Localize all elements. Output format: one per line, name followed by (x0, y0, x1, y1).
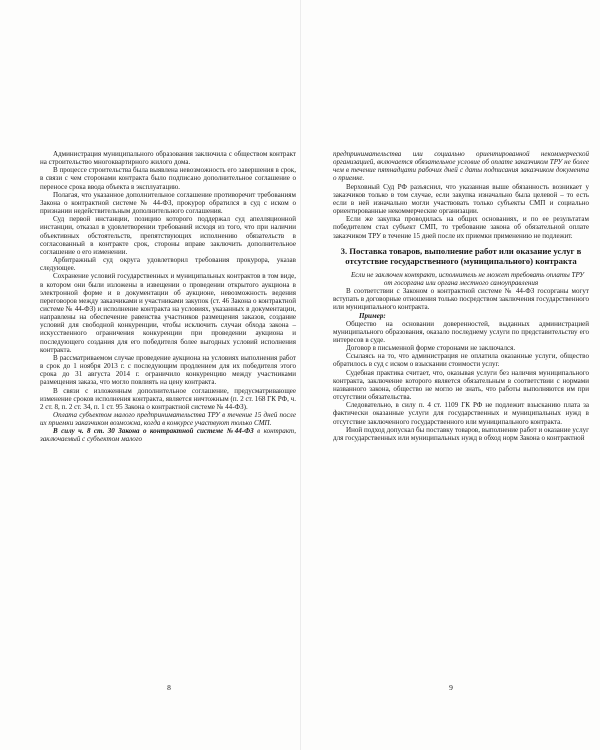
right-paragraph-3: Если же закупка проводилась на общих основаниях, и по ее результатам победителем стал субъект СМП, то требование закона об обязательной оплате заказчиком ТРУ в течение 15 дней после их приемки применению не подлежит. (333, 215, 589, 240)
right-paragraph-9: Следовательно, в силу п. 4 ст. 1109 ГК РФ не подлежит взысканию плата за фактически оказанные услуги для государственных и муниципальных нужд в отсутствие заключенного государственного или муниципального контракта. (333, 401, 589, 426)
section-epigraph: Если не заключен контракт, исполнитель не может требовать оплаты ТРУ от госоргана или органа местного самоуправления (350, 270, 585, 287)
right-paragraph-1: предпринимательства или социально ориентированной некоммерческой организацией, включается обязательное условие об оплате заказчиком ТРУ не более чем в течение пятнадцати рабочих дней с даты подписания заказчиком документа о приемке. (333, 150, 589, 183)
left-paragraph-1: Администрация муниципального образования заключила с обществом контракт на строительство многоквартирного жилого дома. (40, 150, 296, 167)
left-paragraph-8: В связи с изложенным дополнительное соглашение, предусматривающее изменение сроков исполнения контракта, является ничтожным (п. 2 ст. 168 ГК РФ, ч. 2 ст. 8, п. 2 ст. 34, п. 1 ст. 95 Закона о контрактной системе № 44-ФЗ). (40, 386, 296, 411)
right-paragraph-7: Ссылаясь на то, что администрация не оплатила оказанные услуги, общество обратилось в суд с иском о взыскании стоимости услуг. (333, 352, 589, 369)
page-number-right: 9 (449, 683, 453, 692)
left-paragraph-7: В рассматриваемом случае проведение аукциона на условиях выполнения работ в срок до 1 ноября 2013 г. с последующим продлением для их победителя этого срока до 31 августа 2014 г. ограничило конкуренцию между участниками размещения заказа, что могло повлиять на цену контракта. (40, 353, 296, 387)
example-label: Пример: (359, 311, 386, 320)
left-paragraph-6: Сохранение условий государственных и муниципальных контрактов в том виде, в котором они были изложены в извещении о проведении открытого аукциона в электронной форме и в документации об аукционе, невозможность ведения переговоров между заказчиками и участниками закупок (ст. 46 Закона о контрактной системе № 44-ФЗ) и исполнение контракта на условиях, указанных в документации, направлены на обеспечение равенства участников размещения заказов, создание условий для свободной конкуренции, чтобы исключить случаи обхода закона – искусственного ограничения конкуренции при проведении аукциона и последующего создания для его победителя более выгодных условий исполнения контракта. (40, 272, 296, 354)
right-page (333, 150, 589, 442)
right-paragraph-4: В соответствии с Законом о контрактной системе № 44-ФЗ госорганы могут вступать в договорные отношения только посредством заключения государственного или муниципального контракта. (333, 287, 589, 312)
left-paragraph-5: Арбитражный суд округа удовлетворил требования прокурора, указав следующее. (40, 256, 296, 273)
book-gutter (300, 0, 301, 750)
right-paragraph-6: Договор в письменной форме сторонами не заключался. (346, 344, 516, 353)
left-paragraph-last (40, 427, 296, 443)
left-bold-lead: В силу ч. 8 ст. 30 Закона о контрактной системе №44-ФЗ (53, 427, 254, 436)
left-paragraph-tail: в контракт, заключаемый с субъектом малого (40, 427, 296, 444)
right-paragraph-5: Общество на основании доверенностей, выданных администрацией муниципального образования, оказало последнему услуги по представительству его интересов в суде. (333, 319, 589, 344)
section-heading: 3. Поставка товаров, выполнение работ или оказание услуг в отсутствие государственного (муниципального) контракта (340, 245, 582, 266)
left-page (40, 150, 296, 444)
left-paragraph-3: Полагая, что указанное дополнительное соглашение противоречит требованиям Закона о контрактной системе № 44-ФЗ, прокурор обратился в суд с иском о признании недействительным дополнительного соглашения. (40, 190, 296, 216)
left-italic-paragraph: Оплата субъектом малого предпринимательства ТРУ в течение 15 дней после их приемки заказчиком возможна, когда в конкурсе участвуют только СМП. (40, 411, 296, 428)
left-paragraph-2: В процессе строительства была выявлена невозможность его завершения в срок, в связи с чем сторонами контракта было подписано дополнительное соглашение о переносе срока ввода объекта в эксплуатацию. (40, 166, 296, 191)
right-paragraph-8: Судебная практика считает, что, оказывая услуги без наличия муниципального контракта, заключение которого является обязательным в соответствии с нормами названного закона, общество не могло не знать, что работы выполняются им при отсутствии обязательства. (333, 368, 589, 402)
left-paragraph-4: Суд первой инстанции, позицию которого поддержал суд апелляционной инстанции, отказал в удовлетворении требований исходя из того, что при наличии объективных обстоятельств, препятствующих исполнению обязательств в согласованный в контракте срок, стороны вправе заключить дополнительное соглашение о его изменении. (40, 215, 296, 256)
right-paragraph-2: Верховный Суд РФ разъяснил, что указанная выше обязанность возникает у заказчиков только в том случае, если закупка изначально была целевой – то есть если в ней изначально могли участвовать только субъекты СМП и социально ориентированные некоммерческие организации. (333, 182, 589, 216)
page-number-left: 8 (167, 683, 171, 692)
right-paragraph-10: Иной подход допускал бы поставку товаров, выполнение работ и оказание услуг для государственных или муниципальных нужд в обход норм Закона о контрактной (333, 425, 589, 442)
